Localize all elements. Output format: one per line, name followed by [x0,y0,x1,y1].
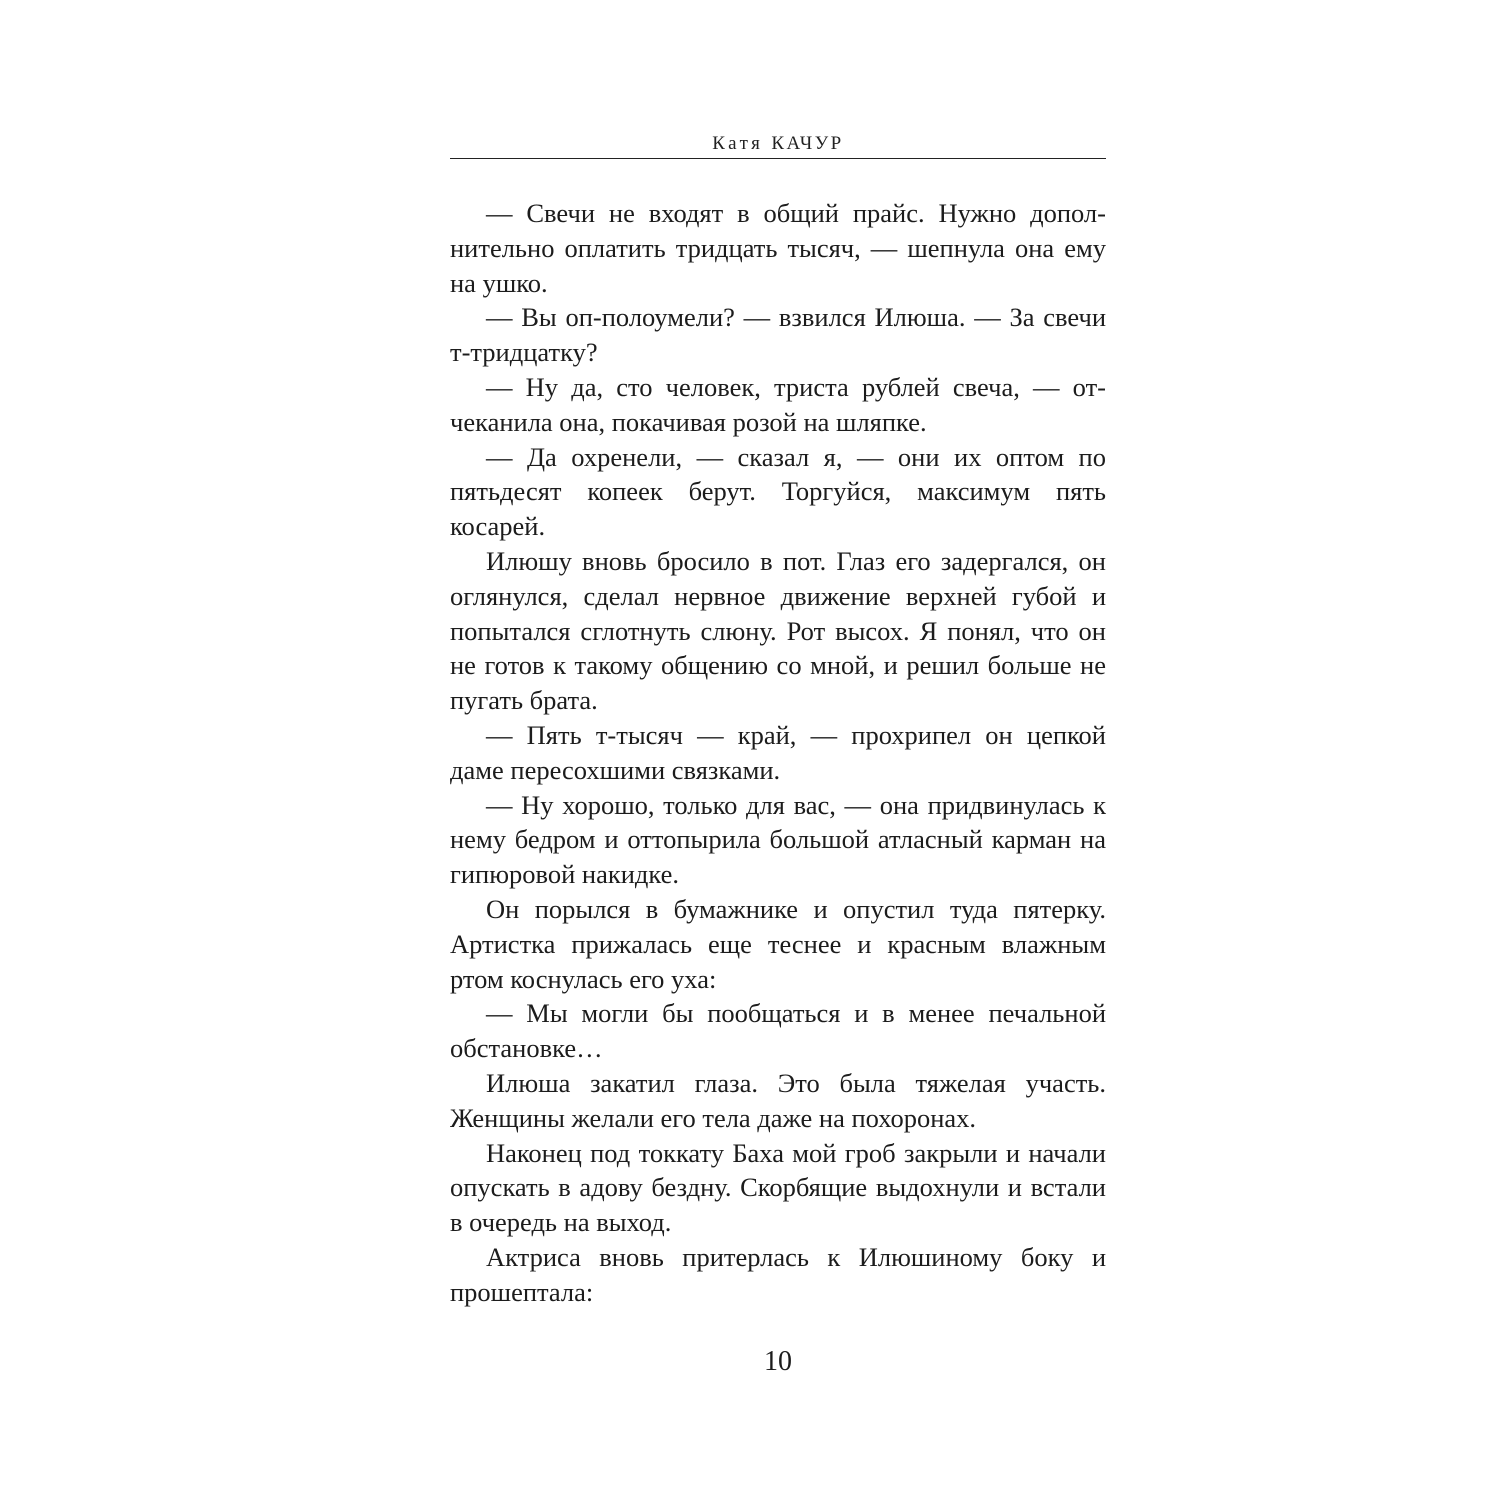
paragraph: — Мы могли бы пообщаться и в менее печальной обстановке… [450,998,1106,1064]
paragraph: — Пять т-тысяч — край, — прохрипел он цепкой даме пересохшими связками. [450,719,1106,785]
paragraph: Он порылся в бумажнике и опустил туда пятерку. Артистка прижалась еще теснее и красным влажным ртом коснулась его уха: [450,893,1106,994]
paragraph: — Свечи не входят в общий прайс. Нужно дополнительно оплатить тридцать тысяч, — шепнула она ему на ушко. [450,198,1106,298]
running-head [450,133,1106,155]
page-number: 10 [764,1346,792,1377]
author-first-name: Катя [712,133,764,154]
paragraph: — Да охренели, — сказал я, — они их оптом по пятьдесят копеек берут. Торгуйся, максимум пять косарей. [450,441,1106,542]
paragraph: — Вы оп-полоумели? — взвился Илюша. — За свечи т-тридцатку? [450,302,1106,368]
paragraph: Наконец под токкату Баха мой гроб закрыли и начали опускать в адову бездну. Скорбящие выдохнули и встали в очередь на выход. [450,1137,1106,1238]
paragraph: — Ну хорошо, только для вас, — она придвинулась к нему бедром и оттопырила большой атласный карман на гипюровой накидке. [450,789,1106,890]
body-text [450,196,1106,1310]
paragraph: Илюша закатил глаза. Это была тяжелая участь. Женщины желали его тела даже на похоронах. [450,1067,1106,1133]
paragraph: Актриса вновь притерлась к Илюшиному боку и прошептала: [450,1241,1106,1307]
paragraph: Илюшу вновь бросило в пот. Глаз его задергался, он оглянулся, сделал нервное движение верхней губой и попытался сглотнуть слюну. Рот высох. Я понял, что он не готов к такому общению со мной, и решил больше не пугать брата. [450,545,1106,716]
author-last-name: КАЧУР [771,133,844,154]
paragraph: — Ну да, сто человек, триста рублей свеча, — отчеканила она, покачивая розой на шляпке. [450,371,1106,437]
header-rule [450,158,1106,159]
